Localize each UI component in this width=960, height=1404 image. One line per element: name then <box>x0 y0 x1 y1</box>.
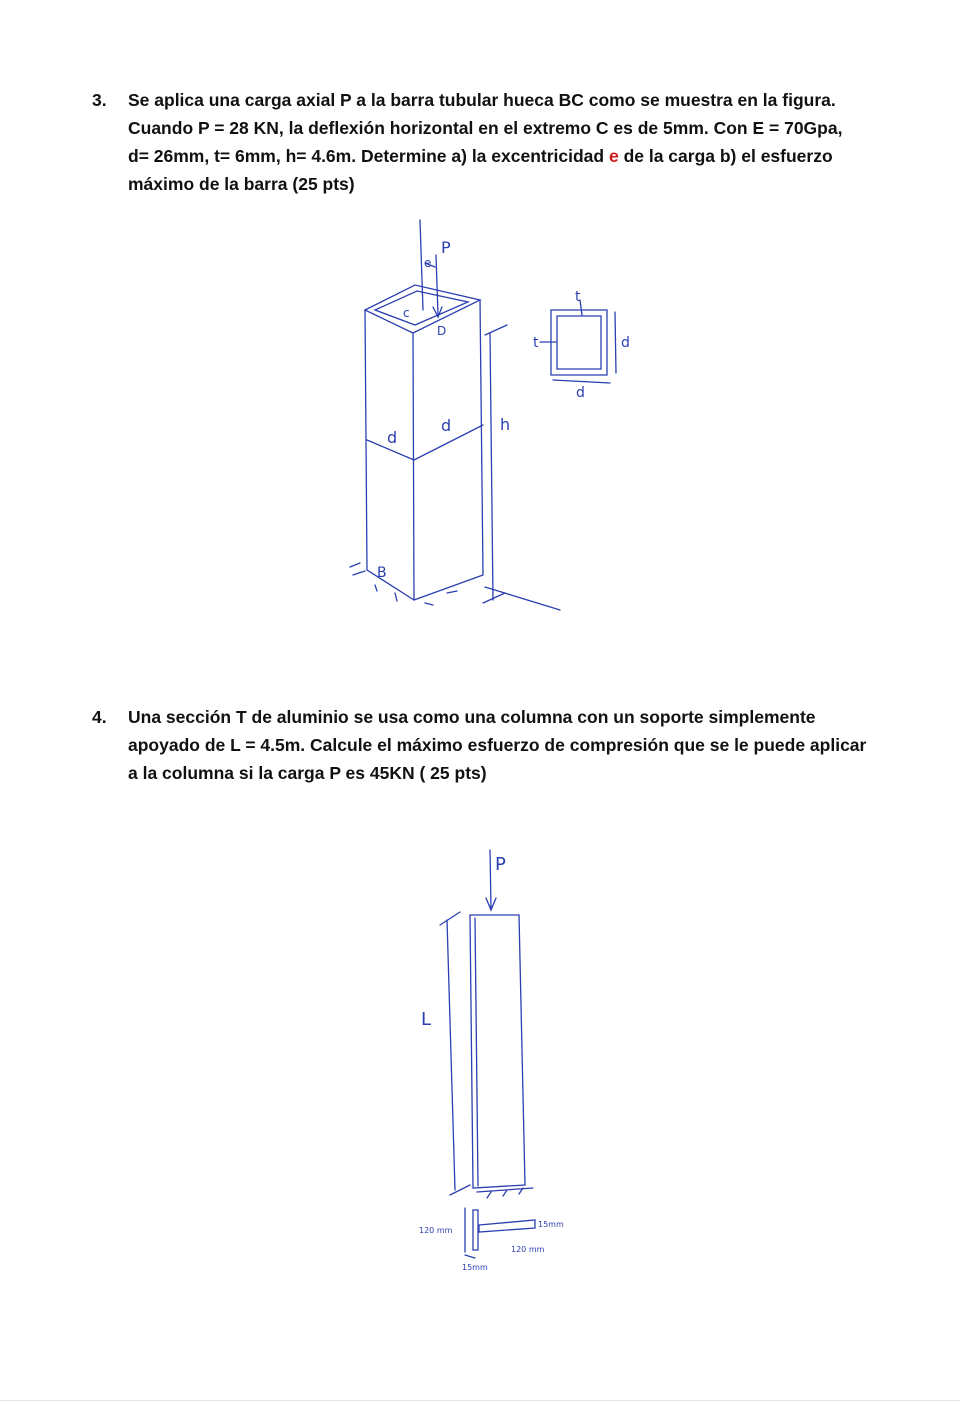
label-section-t-left: t <box>533 335 539 351</box>
bottom-left <box>367 570 414 600</box>
l-dim-top <box>440 912 460 925</box>
label-D: D <box>437 324 447 338</box>
column-sketch <box>415 840 595 1280</box>
edge-right <box>480 300 483 575</box>
section-d-right-dim <box>615 312 616 373</box>
section-outer <box>551 310 607 375</box>
label-120-left: 120 mm <box>419 1226 453 1235</box>
label-B: B <box>377 565 387 581</box>
column-inner-line <box>475 918 478 1186</box>
load-arrow <box>433 255 442 317</box>
t-section-flange <box>479 1220 535 1232</box>
problem-statement <box>128 86 892 198</box>
hollow-bar-figure <box>335 215 655 615</box>
ground-line <box>485 587 560 610</box>
hollow-bar-sketch <box>335 215 655 615</box>
problem-4 <box>92 703 892 787</box>
h-dim-bottom <box>483 593 505 603</box>
statement-part-1: Se aplica una carga axial P a la barra tubular hueca BC como se muestra en la figura. Cuando P = 28 KN, la deflexión horizontal en el extremo C es de 5mm. Con E = 70Gpa, d= 26mm, t= 6mm, h= 4.6m. Determine a) la excentricidad <box>128 90 843 166</box>
edge-mid <box>413 333 414 600</box>
l-dim-line <box>447 920 455 1190</box>
ground-hatch <box>350 563 457 605</box>
label-section-d-bottom: d <box>576 385 585 401</box>
column-outline <box>470 915 525 1188</box>
problem-number: 4. <box>92 707 107 727</box>
t-section-bottom-dim <box>465 1255 475 1258</box>
h-dim-line <box>490 333 493 600</box>
label-section-d-right: d <box>621 335 630 351</box>
label-d-right: d <box>441 416 452 435</box>
statement-part-2: de la carga b) el esfuerzo máximo de la barra (25 pts) <box>128 146 833 194</box>
label-c: c <box>403 306 410 320</box>
top-inner <box>375 291 468 325</box>
label-120-bottom: 120 mm <box>511 1245 545 1254</box>
problem-3 <box>92 86 892 198</box>
eccentricity-symbol: e <box>608 146 619 166</box>
label-e: e <box>424 256 432 270</box>
label-P: P <box>495 854 506 875</box>
problem-number: 3. <box>92 90 107 110</box>
h-dim-top <box>485 325 507 335</box>
label-section-t-top: t <box>575 289 581 305</box>
load-line <box>420 220 423 310</box>
label-15-right: 15mm <box>538 1220 564 1229</box>
t-section-web <box>473 1210 478 1250</box>
base-hatch <box>477 1188 533 1198</box>
label-d-left: d <box>387 428 398 447</box>
problem-statement: Una sección T de aluminio se usa como una columna con un soporte simplemente apoyado de L = 4.5m. Calcule el máximo esfuerzo de compresión que se le puede aplicar a la columna si la carga P es 45KN ( 25 pts) <box>128 707 867 783</box>
t-section-column-figure <box>415 840 595 1280</box>
l-dim-bottom <box>450 1185 470 1195</box>
label-L: L <box>421 1009 432 1030</box>
page-bottom-edge <box>0 1400 960 1401</box>
section-d-bottom-dim <box>553 380 610 383</box>
section-inner <box>557 316 601 369</box>
label-P: P <box>441 238 451 257</box>
mid-line <box>367 425 483 460</box>
label-15-bottom: 15mm <box>462 1263 488 1272</box>
bottom-right <box>414 575 483 600</box>
label-h: h <box>500 415 511 434</box>
